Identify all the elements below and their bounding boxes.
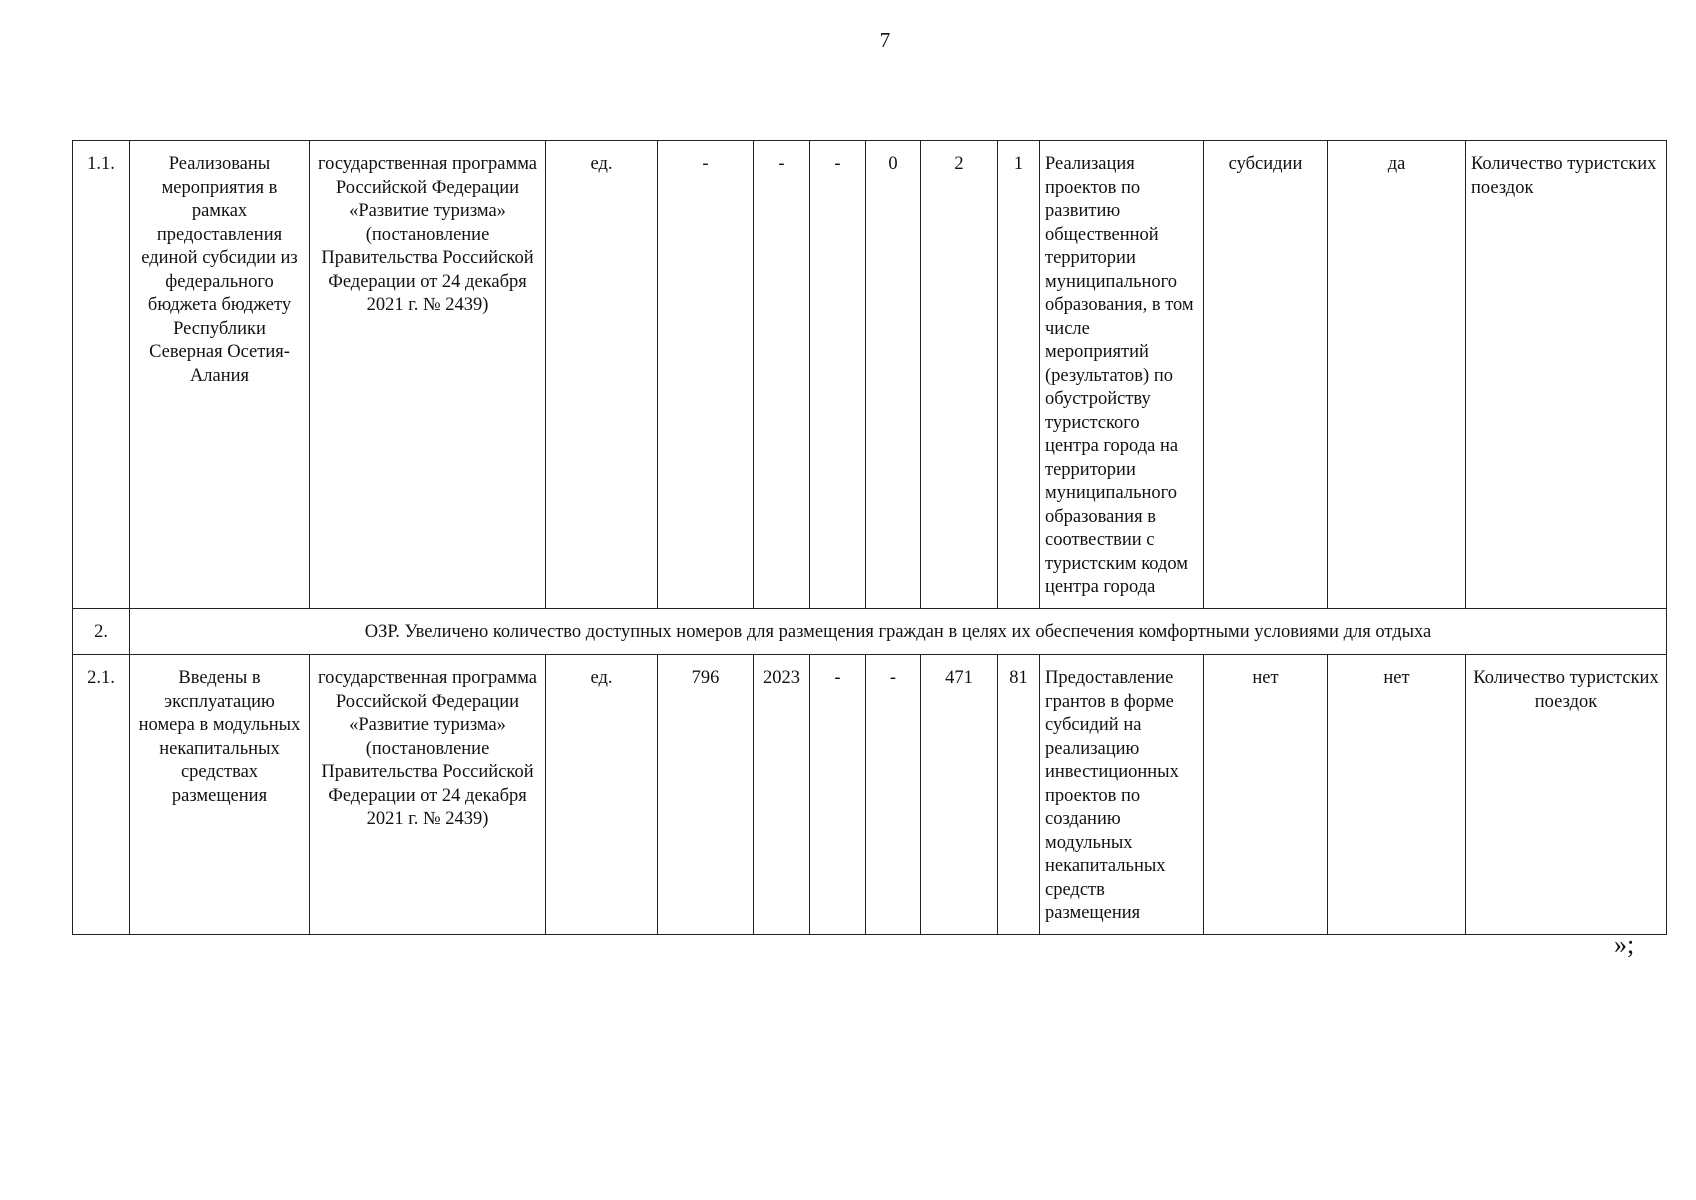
page-number: 7 [879,28,891,52]
flag-cell: да [1328,141,1466,609]
row-number: 1.1. [73,141,130,609]
type-cell: субсидии [1204,141,1328,609]
value-cell: - [754,141,810,609]
row-number: 2. [73,608,130,655]
value-cell: 2 [921,141,998,609]
value-cell: 0 [866,141,921,609]
section-title: ОЗР. Увеличено количество доступных номеров для размещения граждан в целях их обеспечения комфортными условиями для отдыха [130,608,1667,655]
type-cell: нет [1204,655,1328,935]
indicator-cell: Количество туристских поездок [1466,655,1667,935]
description-cell: Реализация проектов по развитию общественной территории муниципального образования, в том числе мероприятий (результатов) по обустройству туристского центра города на территории муниципального образования в соотвествии с туристским кодом центра города [1040,141,1204,609]
value-cell: 2023 [754,655,810,935]
measure-name: Реализованы мероприятия в рамках предоставления единой субсидии из федерального бюджета бюджету Республики Северная Осетия-Алания [130,141,310,609]
flag-cell: нет [1328,655,1466,935]
value-cell: - [810,655,866,935]
indicator-cell: Количество туристских поездок [1466,141,1667,609]
unit-cell: ед. [546,655,658,935]
program-name: государственная программа Российской Федерации «Развитие туризма» (постановление Правительства Российской Федерации от 24 декабря 2021 г. № 2439) [310,141,546,609]
table-row [73,141,1667,609]
measure-name: Введены в эксплуатацию номера в модульных некапитальных средствах размещения [130,655,310,935]
program-name: государственная программа Российской Федерации «Развитие туризма» (постановление Правительства Российской Федерации от 24 декабря 2021 г. № 2439) [310,655,546,935]
table-row [73,655,1667,935]
value-cell: 81 [998,655,1040,935]
row-number: 2.1. [73,655,130,935]
value-cell: - [658,141,754,609]
value-cell: - [810,141,866,609]
value-cell: 1 [998,141,1040,609]
description-cell: Предоставление грантов в форме субсидий на реализацию инвестиционных проектов по созданию модульных некапитальных средств размещения [1040,655,1204,935]
value-cell: 471 [921,655,998,935]
section-row [73,608,1667,655]
value-cell: - [866,655,921,935]
document-table [72,140,1667,935]
unit-cell: ед. [546,141,658,609]
value-cell: 796 [658,655,754,935]
closing-quote: »; [1614,930,1635,959]
